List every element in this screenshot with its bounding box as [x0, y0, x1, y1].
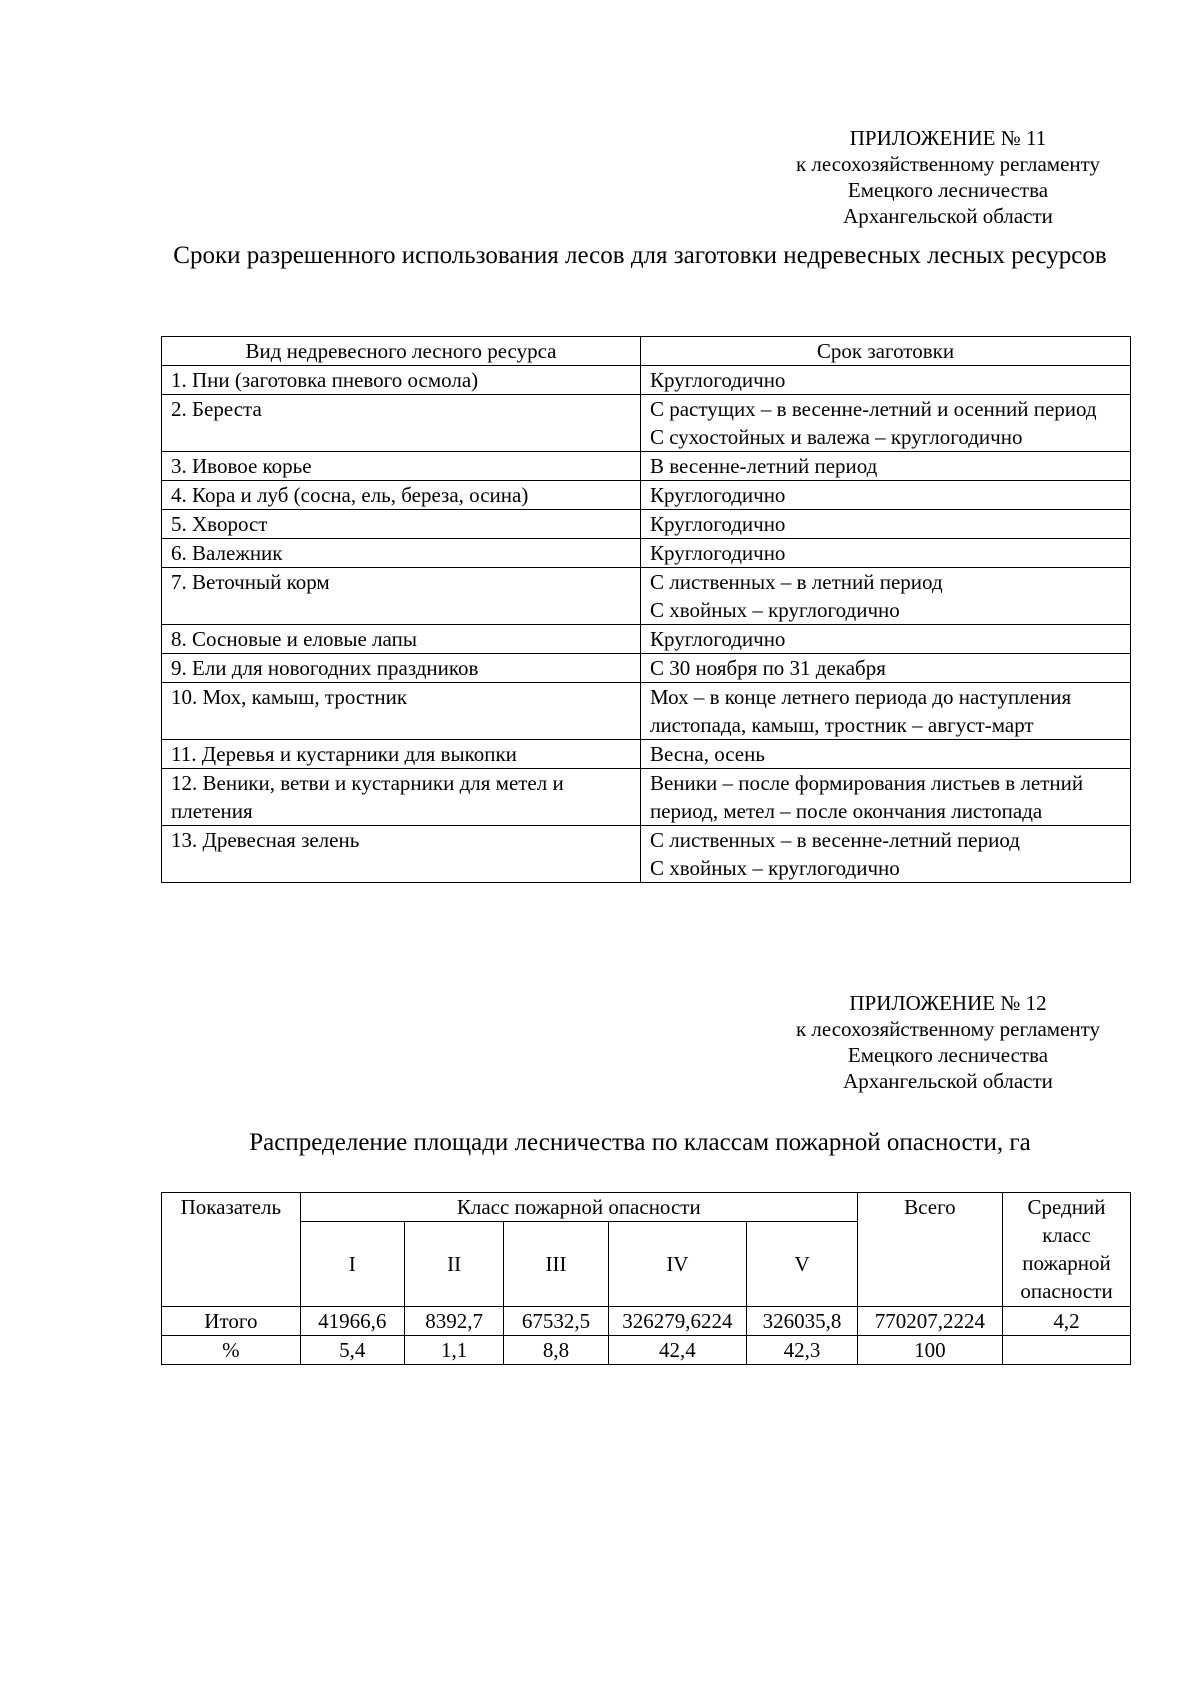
period-line: С хвойных – круглогодично: [649, 856, 900, 880]
average-class-cell: [1003, 1336, 1131, 1365]
header-class-4: IV: [608, 1222, 747, 1307]
period-cell: [640, 740, 1130, 769]
period-cell: [640, 366, 1130, 395]
table-header-row: [162, 1193, 1131, 1222]
header-average-class: Средний класс пожарной опасности: [1003, 1193, 1131, 1307]
period-cell: [640, 539, 1130, 568]
class-value-cell: 326279,6224: [608, 1307, 747, 1336]
row-label: Итого: [162, 1307, 301, 1336]
period-line: Круглогодично: [649, 368, 786, 392]
table-row: [162, 452, 1131, 481]
period-line: Круглогодично: [649, 627, 786, 651]
class-value-cell: 42,3: [747, 1336, 858, 1365]
appendix-11-header: [748, 125, 1148, 229]
header-class-2: II: [404, 1222, 504, 1307]
appendix-11-region: Архангельской области: [843, 204, 1053, 228]
table-row: [162, 510, 1131, 539]
table-12-body: [162, 1307, 1131, 1365]
period-line: С 30 ноября по 31 декабря: [649, 656, 886, 680]
resource-cell: 1. Пни (заготовка пневого осмола): [162, 366, 641, 395]
fire-danger-class-table: [161, 1192, 1131, 1365]
resource-cell: 11. Деревья и кустарники для выкопки: [162, 740, 641, 769]
appendix-12-number: ПРИЛОЖЕНИЕ № 12: [849, 991, 1047, 1015]
period-line: В весенне-летний период: [649, 454, 878, 478]
table-row: [162, 568, 1131, 625]
period-line: С хвойных – круглогодично: [649, 598, 900, 622]
header-indicator: Показатель: [162, 1193, 301, 1307]
table-row: [162, 395, 1131, 452]
resource-cell: 3. Ивовое корье: [162, 452, 641, 481]
table-row: [162, 740, 1131, 769]
period-line: Круглогодично: [649, 512, 786, 536]
class-value-cell: 42,4: [608, 1336, 747, 1365]
period-line: Круглогодично: [649, 541, 786, 565]
row-label: %: [162, 1336, 301, 1365]
period-cell: [640, 654, 1130, 683]
header-class-5: V: [747, 1222, 858, 1307]
non-timber-resources-table: [161, 336, 1131, 883]
resource-cell: 6. Валежник: [162, 539, 641, 568]
period-cell: [640, 510, 1130, 539]
period-line: С лиственных – в летний период: [649, 570, 943, 594]
resource-cell: 4. Кора и луб (сосна, ель, береза, осина): [162, 481, 641, 510]
period-line: Мох – в конце летнего периода до наступления листопада, камыш, тростник – август-март: [649, 685, 1072, 737]
period-cell: [640, 568, 1130, 625]
header-class-3: III: [504, 1222, 608, 1307]
period-line: С сухостойных и валежа – круглогодично: [649, 425, 1023, 449]
table-row: [162, 769, 1131, 826]
header-total: Всего: [857, 1193, 1002, 1307]
resource-cell: 9. Ели для новогодних праздников: [162, 654, 641, 683]
period-cell: [640, 683, 1130, 740]
period-cell: [640, 395, 1130, 452]
period-cell: [640, 452, 1130, 481]
header-class-1: I: [300, 1222, 404, 1307]
period-line: С лиственных – в весенне-летний период: [649, 828, 1020, 852]
table-11-title: Сроки разрешенного использования лесов для заготовки недревесных лесных ресурсов: [173, 242, 1107, 269]
header-resource-type: Вид недревесного лесного ресурса: [162, 337, 641, 366]
appendix-12-forestry: Емецкого лесничества: [847, 1043, 1049, 1067]
resource-cell: 13. Древесная зелень: [162, 826, 641, 883]
table-12-title: Распределение площади лесничества по классам пожарной опасности, га: [249, 1129, 1031, 1156]
total-cell: 770207,2224: [857, 1307, 1002, 1336]
table-row: [162, 481, 1131, 510]
appendix-12-header: [748, 990, 1148, 1094]
period-cell: [640, 481, 1130, 510]
period-line: Круглогодично: [649, 483, 786, 507]
class-value-cell: 67532,5: [504, 1307, 608, 1336]
resource-cell: 2. Береста: [162, 395, 641, 452]
table-row: [162, 654, 1131, 683]
table-row: [162, 366, 1131, 395]
resource-cell: 8. Сосновые и еловые лапы: [162, 625, 641, 654]
table-row: [162, 539, 1131, 568]
appendix-12-regulation: к лесохозяйственному регламенту: [795, 1017, 1101, 1041]
resource-cell: 7. Веточный корм: [162, 568, 641, 625]
class-value-cell: 8392,7: [404, 1307, 504, 1336]
total-cell: 100: [857, 1336, 1002, 1365]
table-row: [162, 826, 1131, 883]
appendix-12-region: Архангельской области: [843, 1069, 1053, 1093]
resource-cell: 12. Веники, ветви и кустарники для метел и плетения: [162, 769, 641, 826]
appendix-11-forestry: Емецкого лесничества: [847, 178, 1049, 202]
period-line: Веники – после формирования листьев в летний период, метел – после окончания листопада: [649, 771, 1084, 823]
table-11-body: [162, 366, 1131, 883]
header-harvest-period: Срок заготовки: [640, 337, 1130, 366]
class-value-cell: 1,1: [404, 1336, 504, 1365]
appendix-11-regulation: к лесохозяйственному регламенту: [795, 152, 1101, 176]
table-row: [162, 683, 1131, 740]
class-value-cell: 5,4: [300, 1336, 404, 1365]
table-row: [162, 1336, 1131, 1365]
period-cell: [640, 625, 1130, 654]
period-cell: [640, 826, 1130, 883]
period-cell: [640, 769, 1130, 826]
appendix-11-number: ПРИЛОЖЕНИЕ № 11: [849, 126, 1047, 150]
table-row: [162, 1307, 1131, 1336]
resource-cell: 5. Хворост: [162, 510, 641, 539]
class-value-cell: 326035,8: [747, 1307, 858, 1336]
header-fire-class: Класс пожарной опасности: [300, 1193, 857, 1222]
class-value-cell: 8,8: [504, 1336, 608, 1365]
table-header-row: [162, 337, 1131, 366]
period-line: Весна, осень: [649, 742, 765, 766]
average-class-cell: 4,2: [1003, 1307, 1131, 1336]
table-row: [162, 625, 1131, 654]
resource-cell: 10. Мох, камыш, тростник: [162, 683, 641, 740]
class-value-cell: 41966,6: [300, 1307, 404, 1336]
period-line: С растущих – в весенне-летний и осенний период: [649, 397, 1097, 421]
